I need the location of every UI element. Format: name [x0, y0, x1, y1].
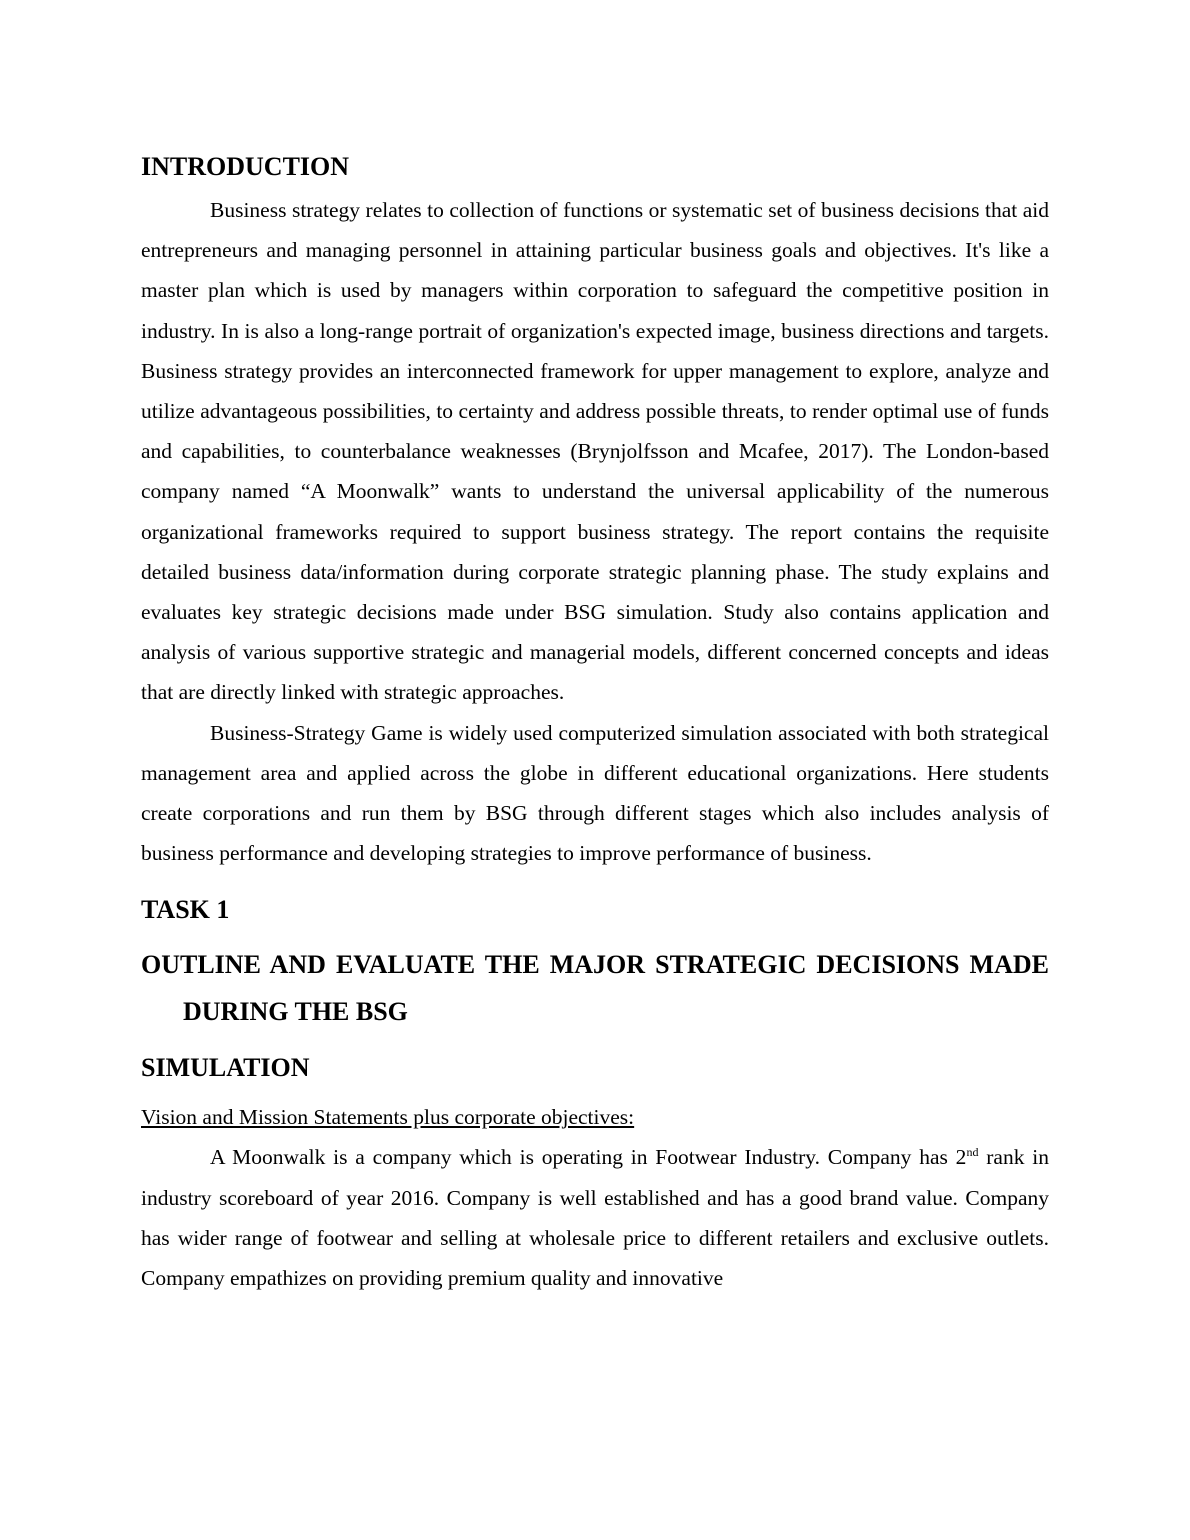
intro-paragraph-2: Business-Strategy Game is widely used computerized simulation associated with both strategical management area and applied across the globe in different educational organizations. Here students create corporations and run them by BSG through different stages which also includes analysis of business performance and developing strategies to improve performance of business.	[141, 720, 1049, 866]
task-1-heading: TASK 1	[141, 895, 230, 925]
task-1-title: OUTLINE AND EVALUATE THE MAJOR STRATEGIC DECISIONS MADE DURING THE BSG	[141, 950, 1049, 1027]
document-page	[141, 150, 1049, 1298]
company-paragraph	[141, 1137, 1049, 1298]
vision-mission-subheading: Vision and Mission Statements plus corporate objectives:	[141, 1105, 635, 1130]
intro-paragraph-1: Business strategy relates to collection of functions or systematic set of business decisions that aid entrepreneurs and managing personnel in attaining particular business goals and objectives. It's like a master plan which is used by managers within corporation to safeguard the competitive position in industry. In is also a long-range portrait of organization's expected image, business directions and targets. Business strategy provides an interconnected framework for upper management to explore, analyze and utilize advantageous possibilities, to certainty and address possible threats, to render optimal use of funds and capabilities, to counterbalance weaknesses (Brynjolfsson and Mcafee, 2017). The London-based company named “A Moonwalk” wants to understand the universal applicability of the numerous organizational frameworks required to support business strategy. The report contains the requisite detailed business data/information during corporate strategic planning phase. The study explains and evaluates key strategic decisions made under BSG simulation. Study also contains application and analysis of various supportive strategic and managerial models, different concerned concepts and ideas that are directly linked with strategic approaches.	[141, 198, 1049, 705]
introduction-heading: INTRODUCTION	[141, 152, 350, 181]
rank-ordinal-suffix: nd	[966, 1145, 979, 1160]
company-paragraph-rest: rank in industry scoreboard of year 2016. Company is well established and has a good brand value. Company has wider range of footwear and selling at wholesale price to different retailers and exclusive outlets. Company empathizes on providing premium quality and innovative	[141, 1145, 1049, 1291]
task-1-title-continued: SIMULATION	[141, 1053, 310, 1083]
company-paragraph-start: A Moonwalk is a company which is operating in Footwear Industry. Company has 2	[210, 1145, 967, 1170]
